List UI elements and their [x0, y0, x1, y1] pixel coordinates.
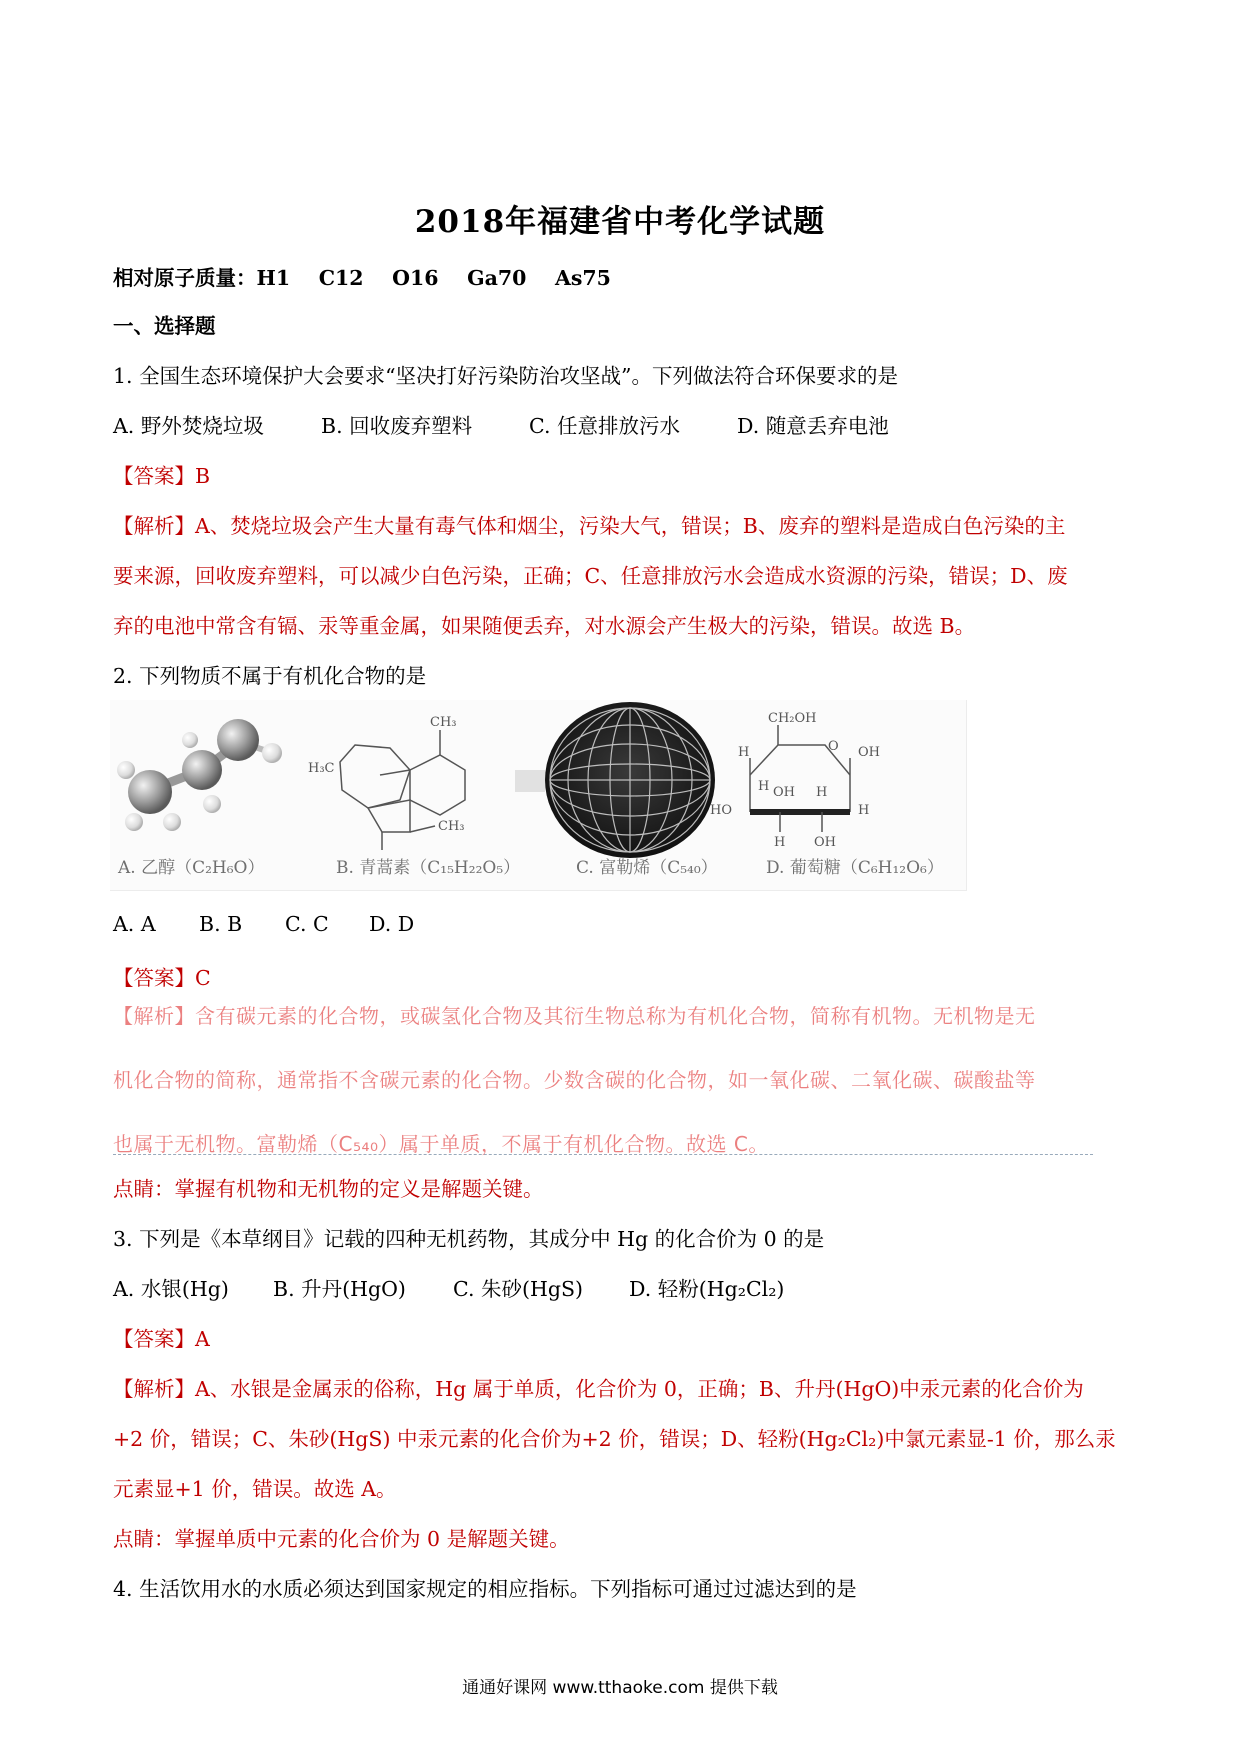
- caption-b: B. 青蒿素（C₁₅H₂₂O₅）: [336, 858, 521, 878]
- mass-h: H1: [256, 266, 291, 290]
- b-h3c: H₃C: [308, 761, 335, 776]
- d-oh-1: OH: [858, 745, 880, 760]
- question-3-analysis-line-1: 【解析】A、水银是金属汞的俗称，Hg 属于单质，化合价为 0，正确；B、升丹(HgO)中汞元素的化合价为: [113, 1377, 1084, 1401]
- question-3-analysis-line-2: +2 价，错误；C、朱砂(HgS) 中汞元素的化合价为+2 价，错误；D、轻粉(Hg₂Cl₂)中氯元素显-1 价，那么汞: [113, 1427, 1116, 1451]
- q2-option-a: A. A: [113, 912, 156, 936]
- d-ho: HO: [710, 803, 732, 818]
- page-title: 2018年福建省中考化学试题: [414, 204, 826, 240]
- d-oh-2: OH: [773, 785, 795, 800]
- q1-option-b: B. 回收废弃塑料: [321, 414, 473, 438]
- page-footer: 通通好课网 www.tthaoke.com 提供下载: [462, 1678, 778, 1698]
- b-ch3-top: CH₃: [430, 715, 457, 730]
- d-h-4: H: [858, 803, 870, 818]
- caption-d: D. 葡萄糖（C₆H₁₂O₆）: [766, 858, 944, 878]
- question-3-options: [113, 1272, 784, 1302]
- question-2-answer: 【答案】C: [113, 966, 211, 990]
- q3-option-a: A. 水银(Hg): [113, 1277, 229, 1301]
- q2-option-b: B. B: [199, 912, 243, 936]
- question-1-analysis-line-1: 【解析】A、焚烧垃圾会产生大量有毒气体和烟尘，污染大气，错误；B、废弃的塑料是造成白色污染的主: [113, 514, 1066, 538]
- q1-option-a: A. 野外焚烧垃圾: [113, 414, 264, 438]
- q1-option-d: D. 随意丢弃电池: [737, 414, 889, 438]
- question-3-analysis-line-3: 元素显+1 价，错误。故选 A。: [113, 1477, 397, 1501]
- mass-c: C12: [318, 266, 364, 290]
- question-3-tip: 点睛：掌握单质中元素的化合价为 0 是解题关键。: [113, 1527, 570, 1551]
- d-h-5: H: [774, 835, 786, 850]
- atomic-masses-label: 相对原子质量：: [113, 266, 257, 290]
- caption-a: A. 乙醇（C₂H₆O）: [118, 858, 265, 878]
- ethanol-model: [117, 719, 282, 831]
- d-ch2oh: CH₂OH: [768, 711, 817, 726]
- question-3-answer: 【答案】A: [113, 1327, 210, 1351]
- question-1-stem: 1. 全国生态环境保护大会要求“坚决打好污染防治攻坚战”。下列做法符合环保要求的是: [113, 364, 899, 388]
- mass-ga: Ga70: [467, 266, 527, 290]
- question-1-analysis-line-3: 弃的电池中常含有镉、汞等重金属，如果随便丢弃，对水源会产生极大的污染，错误。故选 B。: [113, 614, 976, 638]
- q3-option-b: B. 升丹(HgO): [273, 1277, 406, 1301]
- mass-o: O16: [392, 266, 439, 290]
- d-h-3: H: [816, 785, 828, 800]
- question-1-options: [113, 409, 889, 439]
- q3-option-d: D. 轻粉(Hg₂Cl₂): [629, 1277, 785, 1301]
- molecule-figure: [110, 700, 967, 891]
- question-2-stem: 2. 下列物质不属于有机化合物的是: [113, 664, 427, 688]
- fullerene-model: [515, 702, 715, 858]
- question-1-answer: 【答案】B: [113, 464, 211, 488]
- question-2-tip: 点睛：掌握有机物和无机物的定义是解题关键。: [113, 1177, 544, 1201]
- q2-option-c: C. C: [285, 912, 329, 936]
- question-3-stem: 3. 下列是《本草纲目》记载的四种无机药物，其成分中 Hg 的化合价为 0 的是: [113, 1227, 825, 1251]
- d-h-2: H: [758, 779, 770, 794]
- question-1-analysis-line-2: 要来源，回收废弃塑料，可以减少白色污染，正确；C、任意排放污水会造成水资源的污染，错误；D、废: [113, 564, 1068, 588]
- question-2-options: [113, 912, 414, 936]
- d-h-1: H: [738, 745, 750, 760]
- question-2-analysis-line-1: 【解析】含有碳元素的化合物，或碳氢化合物及其衍生物总称为有机化合物，简称有机物。无机物是无: [113, 1004, 1036, 1028]
- d-oh-3: OH: [814, 835, 836, 850]
- b-ch3-right: CH₃: [438, 819, 465, 834]
- q2-option-d: D. D: [369, 912, 415, 936]
- question-2-analysis-line-3: 也属于无机物。富勒烯（C₅₄₀）属于单质，不属于有机化合物。故选 C。: [113, 1132, 769, 1156]
- question-4-stem: 4. 生活饮用水的水质必须达到国家规定的相应指标。下列指标可通过过滤达到的是: [113, 1577, 857, 1601]
- caption-c: C. 富勒烯（C₅₄₀）: [576, 858, 718, 878]
- d-o: O: [828, 739, 839, 754]
- question-2-analysis-line-2: 机化合物的简称，通常指不含碳元素的化合物。少数含碳的化合物，如一氧化碳、二氧化碳、碳酸盐等: [113, 1068, 1036, 1092]
- section-heading: 一、选择题: [113, 314, 216, 338]
- atomic-masses: [113, 261, 611, 291]
- mass-as: As75: [554, 266, 611, 290]
- q1-option-c: C. 任意排放污水: [529, 414, 680, 438]
- q3-option-c: C. 朱砂(HgS): [453, 1277, 584, 1301]
